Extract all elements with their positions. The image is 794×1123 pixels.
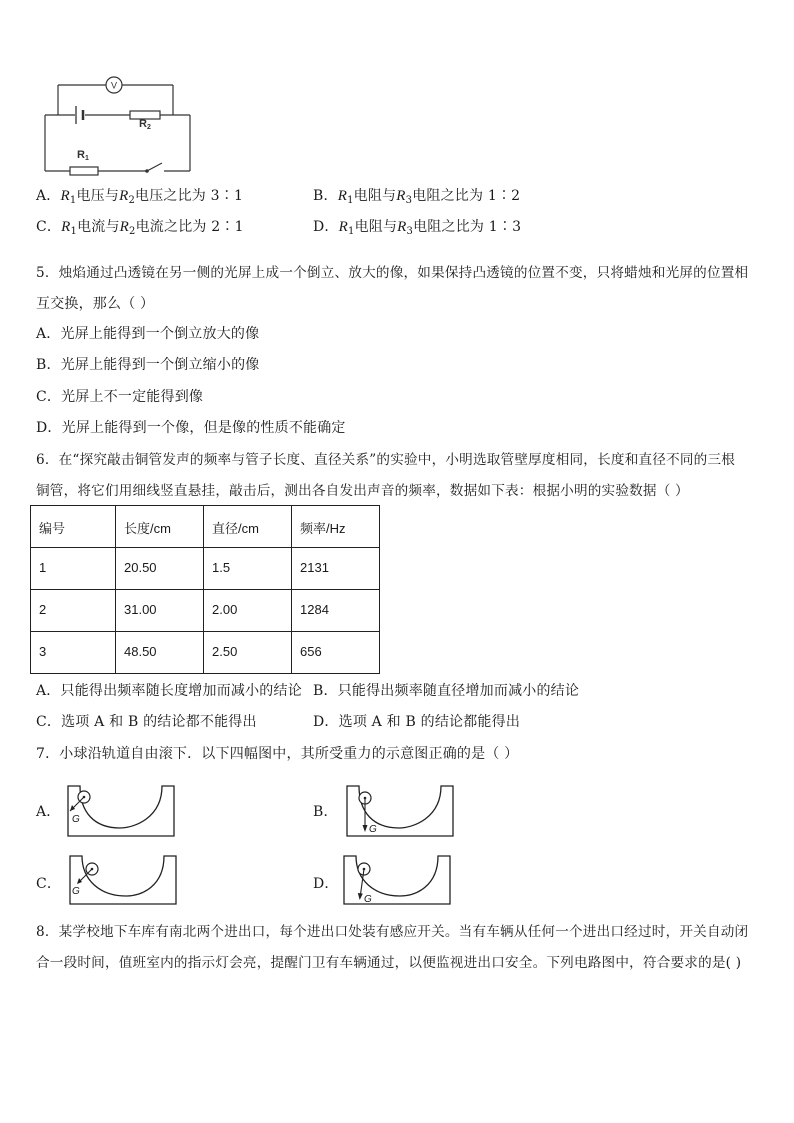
q8-stem-line2: 合一段时间，值班室内的指示灯会亮，提醒门卫有车辆通过，以便监视进出口安全。下列电路图中，符合要求的是( )	[36, 955, 742, 971]
header-cell: 编号	[31, 506, 116, 548]
voltmeter-symbol: V	[110, 80, 118, 91]
track-diagram-c	[64, 854, 184, 914]
q4-option-b: B．$R_1$电阻与$R_3$电阻之比为 1∶2	[313, 188, 521, 206]
table-cell: 31.00	[116, 590, 204, 632]
q5-option-c: C．光屏上不一定能得到像	[36, 389, 204, 405]
q8-stem-line1: 8．某学校地下车库有南北两个进出口，每个进出口处装有感应开关。当有车辆从任何一个进出口经过时，开关自动闭	[36, 924, 749, 940]
header-cell: 长度/cm	[116, 506, 204, 548]
track-diagram-b	[341, 784, 461, 844]
q5-stem-line2: 互交换，那么（ ）	[36, 296, 155, 312]
force-label-c: G	[72, 886, 80, 897]
table-header-row	[31, 506, 380, 548]
header-cell: 直径/cm	[204, 506, 292, 548]
track-diagram-a	[62, 784, 182, 844]
table-cell: 48.50	[116, 632, 204, 674]
q5-option-b: B．光屏上能得到一个倒立缩小的像	[36, 357, 260, 373]
track-diagram-d	[338, 854, 458, 914]
frequency-data-table	[30, 505, 380, 674]
q5-stem-line1: 5．烛焰通过凸透镜在另一侧的光屏上成一个倒立、放大的像，如果保持凸透镜的位置不变，只将蜡烛和光屏的位置相	[36, 265, 749, 281]
q6-option-a: A．只能得出频率随长度增加而减小的结论	[36, 683, 302, 699]
table-cell: 1	[31, 548, 116, 590]
q5-option-d: D．光屏上能得到一个像，但是像的性质不能确定	[36, 420, 346, 436]
table-cell: 656	[292, 632, 380, 674]
q5-option-a: A．光屏上能得到一个倒立放大的像	[36, 326, 260, 342]
r2-label: R2	[139, 118, 151, 131]
force-label-d: G	[364, 894, 372, 905]
q6-option-d: D．选项 A 和 B 的结论都能得出	[313, 714, 521, 730]
table-cell: 1284	[292, 590, 380, 632]
q4-option-a: A．$R_1$电压与$R_2$电压之比为 3∶1	[36, 188, 244, 206]
q7-label-b: B．	[313, 804, 338, 820]
table-row	[31, 632, 380, 674]
table-row	[31, 548, 380, 590]
table-cell: 1.5	[204, 548, 292, 590]
table-row	[31, 590, 380, 632]
r1-label: R1	[77, 149, 89, 162]
force-label-b: G	[369, 824, 377, 835]
q4-option-d: D．$R_1$电阻与$R_3$电阻之比为 1∶3	[313, 219, 522, 237]
q7-stem: 7．小球沿轨道自由滚下．以下四幅图中，其所受重力的示意图正确的是（ ）	[36, 746, 519, 762]
q7-label-c: C．	[36, 876, 62, 892]
resistor-r1	[70, 167, 98, 175]
switch-pivot	[145, 169, 149, 173]
q6-stem-line2: 铜管，将它们用细线竖直悬挂，敲击后，测出各自发出声音的频率，数据如下表：根据小明的实验数据（ ）	[36, 483, 689, 499]
q4-option-c: C．$R_1$电流与$R_2$电流之比为 2∶1	[36, 219, 244, 237]
table-cell: 20.50	[116, 548, 204, 590]
table-cell: 2131	[292, 548, 380, 590]
q7-label-d: D．	[313, 876, 339, 892]
q6-option-b: B．只能得出频率随直径增加而减小的结论	[313, 683, 580, 699]
q6-option-c: C．选项 A 和 B 的结论都不能得出	[36, 714, 257, 730]
table-cell: 2.00	[204, 590, 292, 632]
table-cell: 2	[31, 590, 116, 632]
table-cell: 3	[31, 632, 116, 674]
table-cell: 2.50	[204, 632, 292, 674]
q7-label-a: A．	[36, 804, 61, 820]
circuit-diagram	[40, 70, 200, 180]
force-label-a: G	[72, 814, 80, 825]
q6-stem-line1: 6．在“探究敲击铜管发声的频率与管子长度、直径关系”的实验中，小明选取管壁厚度相同，长度和直径不同的三根	[36, 452, 736, 468]
header-cell: 频率/Hz	[292, 506, 380, 548]
